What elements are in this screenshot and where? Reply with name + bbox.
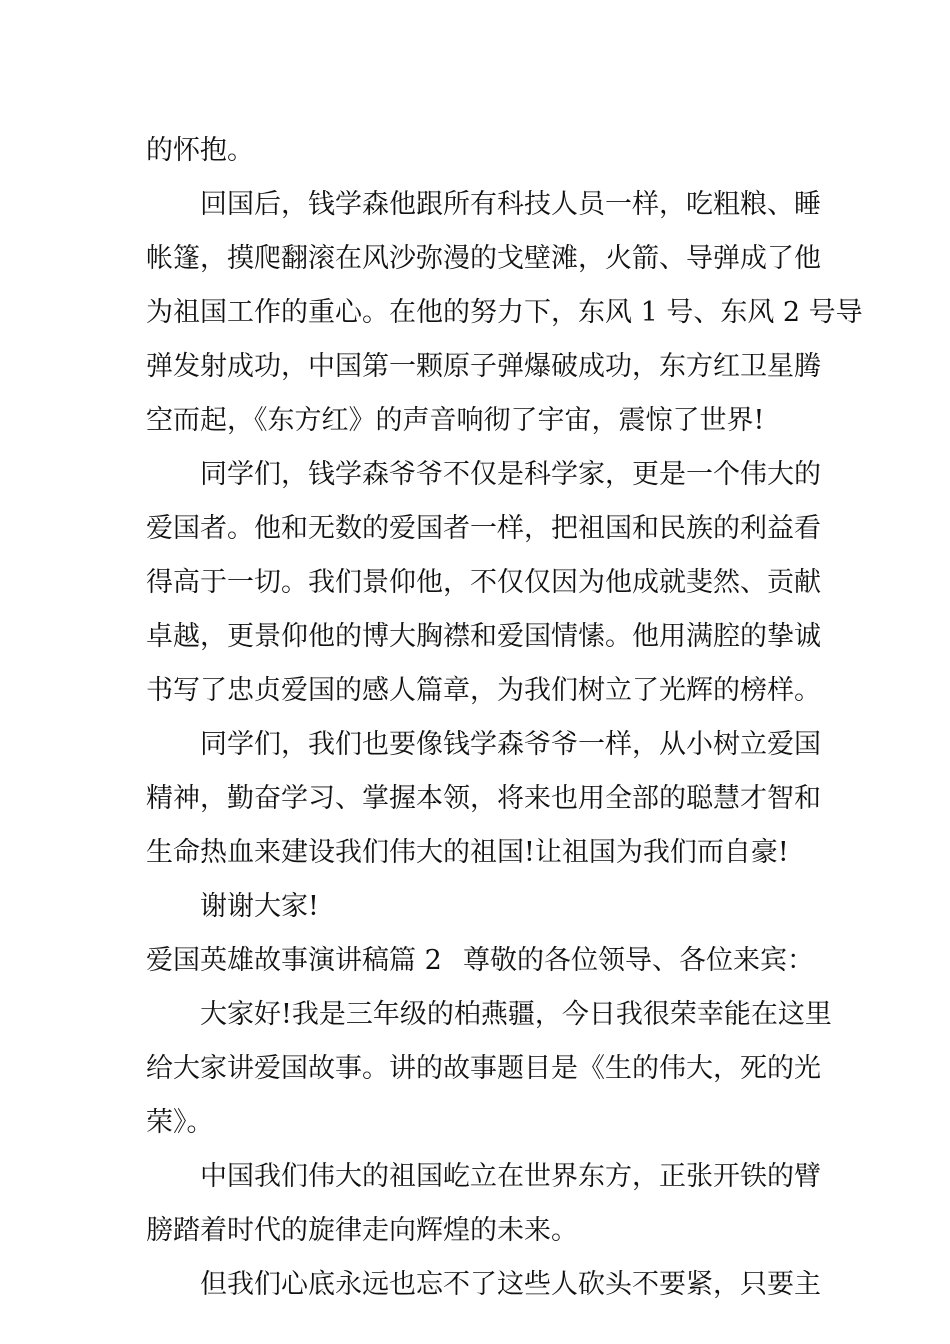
- paragraph-line: 帐篷，摸爬翻滚在风沙弥漫的戈壁滩，火箭、导弹成了他: [146, 243, 821, 274]
- paragraph-line: 中国我们伟大的祖国屹立在世界东方，正张开铁的臂: [200, 1161, 821, 1192]
- paragraph-line: 荣》。: [146, 1107, 214, 1138]
- paragraph-line: 卓越，更景仰他的博大胸襟和爱国情愫。他用满腔的挚诚: [146, 621, 821, 652]
- paragraph-line: 为祖国工作的重心。在他的努力下，东风 1 号、东风 2 号导: [146, 297, 863, 328]
- paragraph-line: 同学们，钱学森爷爷不仅是科学家，更是一个伟大的: [200, 459, 821, 490]
- paragraph-line: 同学们，我们也要像钱学森爷爷一样，从小树立爱国: [200, 729, 821, 760]
- paragraph-line: 弹发射成功，中国第一颗原子弹爆破成功，东方红卫星腾: [146, 351, 821, 382]
- paragraph-line: 回国后，钱学森他跟所有科技人员一样，吃粗粮、睡: [200, 189, 821, 220]
- paragraph-line: 大家好!我是三年级的柏燕疆，今日我很荣幸能在这里: [200, 999, 832, 1030]
- section-title: 爱国英雄故事演讲稿篇 2: [146, 945, 442, 976]
- paragraph-line: 给大家讲爱国故事。讲的故事题目是《生的伟大，死的光: [146, 1053, 821, 1084]
- paragraph-line: 的怀抱。: [146, 135, 254, 166]
- paragraph-line: 精神，勤奋学习、掌握本领，将来也用全部的聪慧才智和: [146, 783, 821, 814]
- document-body: [146, 124, 863, 1312]
- section-heading: [146, 934, 814, 988]
- paragraph-line: 空而起，《东方红》的声音响彻了宇宙，震惊了世界!: [146, 405, 765, 436]
- paragraph-line: 爱国者。他和无数的爱国者一样，把祖国和民族的利益看: [146, 513, 821, 544]
- closing-thanks: 谢谢大家!: [200, 891, 319, 922]
- paragraph-line: 但我们心底永远也忘不了这些人砍头不要紧，只要主: [200, 1269, 821, 1300]
- salutation: 尊敬的各位领导、各位来宾：: [463, 945, 814, 976]
- paragraph-line: 生命热血来建设我们伟大的祖国!让祖国为我们而自豪!: [146, 837, 789, 868]
- paragraph-line: 书写了忠贞爱国的感人篇章，为我们树立了光辉的榜样。: [146, 675, 821, 706]
- paragraph-line: 膀踏着时代的旋律走向辉煌的未来。: [146, 1215, 578, 1246]
- paragraph-line: 得高于一切。我们景仰他，不仅仅因为他成就斐然、贡献: [146, 567, 821, 598]
